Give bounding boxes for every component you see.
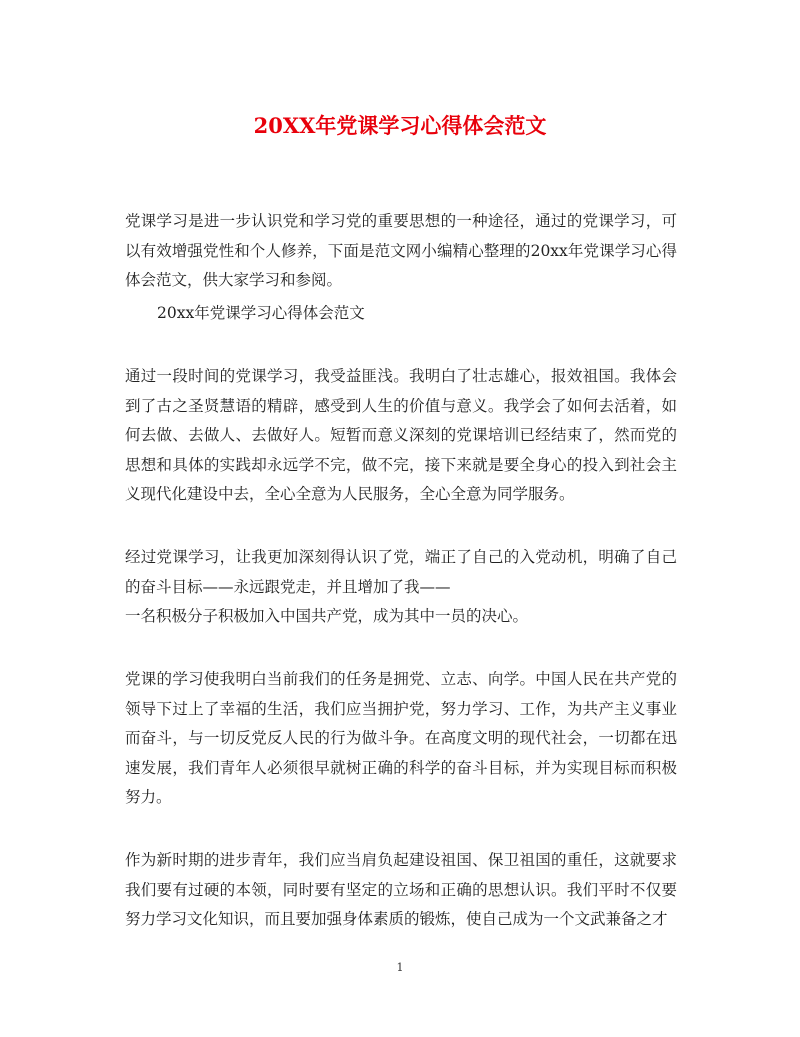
page-number: 1 [396,961,404,974]
body-paragraph: 作为新时期的进步青年，我们应当肩负起建设祖国、保卫祖国的重任，这就要求我们要有过硬的本领，同时要有坚定的立场和正确的思想认识。我们平时不仅要努力学习文化知识，而且要加强身体素质的锻炼，使自己成为一个文武兼备之才 [125,851,677,928]
body-paragraph: 通过一段时间的党课学习，我受益匪浅。我明白了壮志雄心，报效祖国。我体会到了古之圣贤慧语的精辟，感受到人生的价值与意义。我学会了如何去活着，如何去做、去做人、去做好人。短暂而意义深刻的党课培训已经结束了，然而党的思想和具体的实践却永远学不完，做不完，接下来就是要全身心的投入到社会主义现代化建设中去，全心全意为人民服务，全心全意为同学服务。 [125,367,677,503]
intro-paragraph: 党课学习是进一步认识党和学习党的重要思想的一种途径，通过的党课学习，可以有效增强党性和个人修养，下面是范文网小编精心整理的20xx年党课学习心得体会范文，供大家学习和参阅。 [125,212,677,289]
document-title: 20XX年党课学习心得体会范文 [253,113,547,138]
body-paragraph: 党课的学习使我明白当前我们的任务是拥党、立志、向学。中国人民在共产党的领导下过上了幸福的生活，我们应当拥护党，努力学习、工作，为共产主义事业而奋斗，与一切反党反人民的行为做斗争。在高度文明的现代社会，一切都在迅速发展，我们青年人必须很早就树正确的科学的奋斗目标，并为实现目标而积极努力。 [125,670,677,806]
paragraph-line: 经过党课学习，让我更加深刻得认识了党，端正了自己的入党动机，明确了自己的奋斗目标——永远跟党走，并且增加了我—— [125,548,677,596]
section-subtitle: 20xx年党课学习心得体会范文 [157,304,365,322]
body-paragraph [125,543,677,632]
paragraph-line: 一名积极分子积极加入中国共产党，成为其中一员的决心。 [125,607,529,625]
